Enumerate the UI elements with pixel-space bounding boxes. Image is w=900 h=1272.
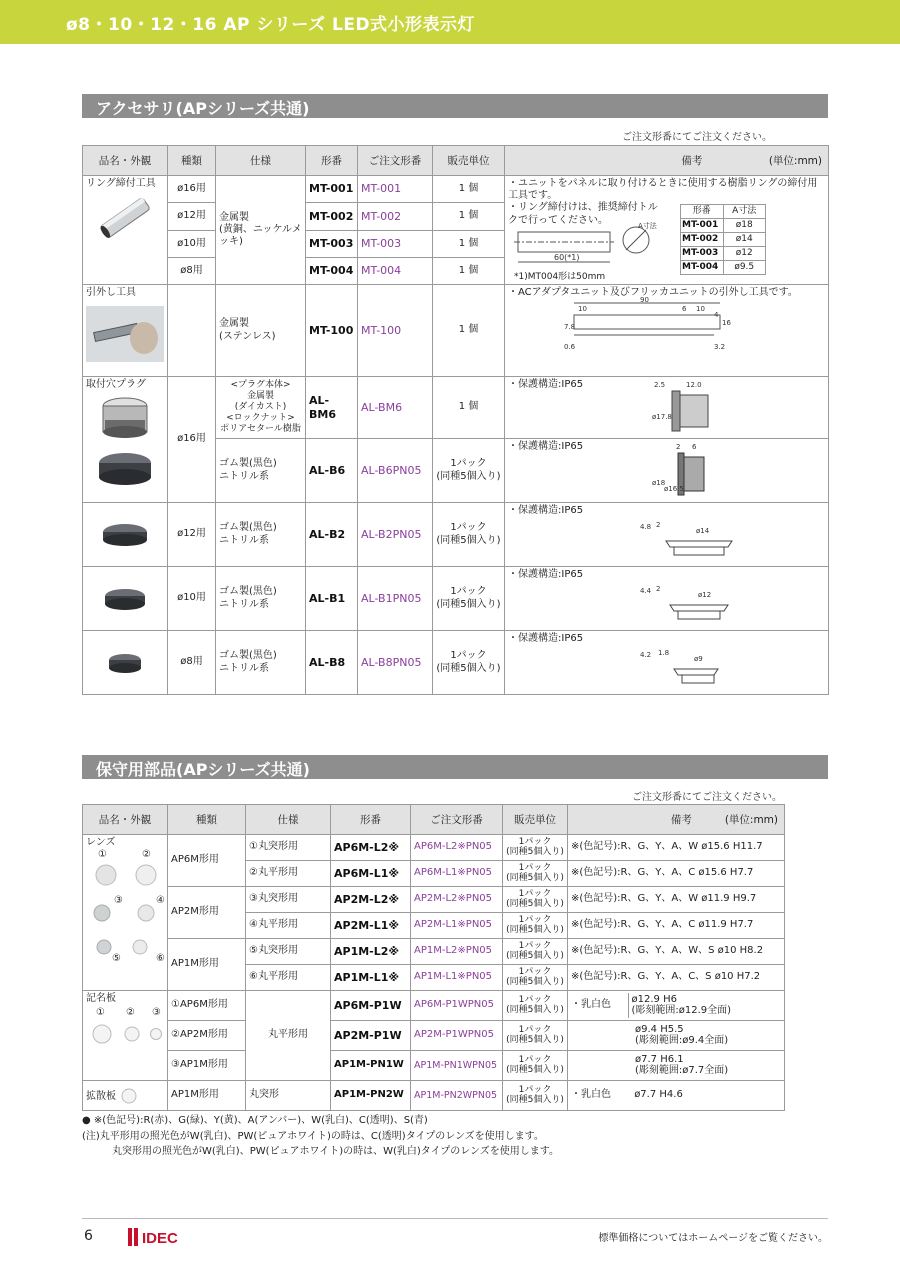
svg-text:4.2: 4.2 <box>640 651 652 659</box>
table-row: リング締付工具 ø16用 金属製 (黄銅、ニッケルメッキ) MT-001 MT-001 1 個 ・ユニットをパネルに取り付けるときに使用する樹脂リングの締付用工具です。 ・リング締付けは、推奨締付トルクで行ってください。 60(*1) A寸法 *1)MT004形は50mm 形番 A寸法 MT-001 ø18 MT-002 ø14 MT-003 ø12 MT-004 ø9.5 <box>83 176 829 203</box>
rubber-plug-image <box>106 650 144 676</box>
order-code: AL-B2PN05 <box>358 503 433 567</box>
svg-text:2: 2 <box>656 521 661 529</box>
svg-text:6: 6 <box>692 443 697 451</box>
svg-text:12.0: 12.0 <box>686 381 702 389</box>
ring-tool-drawing <box>514 222 657 274</box>
svg-text:0.6: 0.6 <box>564 343 576 352</box>
order-code: AP6M-P1WPN05 <box>411 991 503 1021</box>
table-row: ø8用 MT-004 MT-004 1 個 <box>83 257 829 284</box>
order-code: AL-B1PN05 <box>358 567 433 631</box>
order-code: AP1M-PN2WPN05 <box>411 1081 503 1111</box>
plug-b8-remarks: ・保護構造:IP65 4.2 1.8 ø9 <box>505 631 829 695</box>
table-row: 記名板 ① ② ③ ①AP6M形用 丸平形用 AP6M-P1W AP6M-P1WPN05 1パック (同種5個入り) ・乳白色 ø12.9 H6 (彫刻範囲:ø12.9全面) <box>83 991 785 1021</box>
svg-text:16: 16 <box>722 319 731 328</box>
plug-b6-drawing <box>648 441 728 499</box>
order-code: AP1M-L2※PN05 <box>411 939 503 965</box>
order-code: MT-100 <box>358 285 433 377</box>
table-row: ø10用 ゴム製(黒色) ニトリル系 AL-B1 AL-B1PN05 1パック (同種5個入り) ・保護構造:IP65 4.4 2 ø12 <box>83 567 829 631</box>
order-note: ご注文形番にてご注文ください。 <box>632 792 782 803</box>
ring-spec: 金属製 (黄銅、ニッケルメッキ) <box>216 176 306 285</box>
table-header-row <box>83 146 829 176</box>
puller-tool-image <box>86 302 164 364</box>
plug-bm6-remarks: ・保護構造:IP65 2.5 12.0 ø17.8 <box>505 377 829 439</box>
svg-text:6: 6 <box>682 305 687 314</box>
section-maintenance-title: 保守用部品(APシリーズ共通) <box>96 760 310 779</box>
plug-bm6-drawing <box>648 379 728 435</box>
svg-text:90: 90 <box>640 296 649 305</box>
order-code: AP2M-L1※PN05 <box>411 913 503 939</box>
table-row: レンズ ① ② ③ ④ ⑤ ⑥ AP6M形用 ①丸突形用 AP6M-L2※ AP6M-L2※PN05 1パック (同種5個入り) ※(色記号):R、G、Y、A、W ø15.6 H11.7 <box>83 835 785 861</box>
rubber-plug-image <box>102 585 148 613</box>
svg-text:ø16.5: ø16.5 <box>664 485 684 493</box>
col-header: 種類 <box>168 146 216 176</box>
svg-text:A寸法: A寸法 <box>638 222 657 230</box>
table-row: 引外し工具 金属製 (ステンレス) MT-100 MT-100 1 個 ・ACアダプタユニット及びフリッカユニットの引外し工具です。 90 10 6 10 7.8 16 4 0.6 3.2 <box>83 285 829 377</box>
table-row: ④丸平形用 AP2M-L1※ AP2M-L1※PN05 1パック (同種5個入り) ※(色記号):R、G、Y、A、C ø11.9 H7.7 <box>83 913 785 939</box>
svg-text:IDEC: IDEC <box>142 1230 178 1247</box>
table-row: ②AP2M形用 AP2M-P1W AP2M-P1WPN05 1パック (同種5個入り) ø9.4 H5.5 (彫刻範囲:ø9.4全面) <box>83 1021 785 1051</box>
svg-text:60(*1): 60(*1) <box>554 253 580 262</box>
ring-remarks: ・ユニットをパネルに取り付けるときに使用する樹脂リングの締付用工具です。 ・リング締付けは、推奨締付トルクで行ってください。 60(*1) A寸法 *1)MT004形は50mm 形番 A寸法 MT-001 ø18 MT-002 ø14 MT-003 ø12 MT-004 ø9.5 <box>505 176 829 285</box>
order-code: MT-001 <box>358 176 433 203</box>
svg-text:ø17.8: ø17.8 <box>652 413 672 421</box>
svg-text:2: 2 <box>656 585 661 593</box>
accessories-table <box>82 145 829 695</box>
plug-b2-remarks: ・保護構造:IP65 4.8 2 ø14 <box>505 503 829 567</box>
col-header: ご注文形番 <box>358 146 433 176</box>
nameplate-image: ① ② ③ <box>86 1005 164 1045</box>
col-header: 販売単位 <box>433 146 505 176</box>
ring-dim-subtable: 形番 A寸法 MT-001 ø18 MT-002 ø14 MT-003 ø12 MT-004 ø9.5 <box>680 204 766 275</box>
svg-text:ø9: ø9 <box>694 655 703 663</box>
rubber-plug-image <box>100 520 150 550</box>
svg-text:2.5: 2.5 <box>654 381 666 389</box>
col-header: 仕様 <box>246 805 331 835</box>
plug-b2-drawing <box>636 509 746 559</box>
col-header: 品名・外観 <box>83 805 168 835</box>
item-plug-b8 <box>83 631 168 695</box>
order-code: MT-004 <box>358 257 433 284</box>
col-header: 形番 <box>331 805 411 835</box>
table-row: AP2M形用 ③丸突形用 AP2M-L2※ AP2M-L2※PN05 1パック (同種5個入り) ※(色記号):R、G、Y、A、W ø11.9 H9.7 <box>83 887 785 913</box>
table-row: 取付穴プラグ ø16用 <プラグ本体> 金属製 (ダイカスト) <ロックナット> ポリアセタール樹脂 AL-BM6 AL-BM6 1 個 ・保護構造:IP65 2.5 12.0 ø17.8 <box>83 377 829 439</box>
item-diffuser: 拡散板 <box>83 1081 168 1111</box>
svg-text:4: 4 <box>714 311 719 320</box>
col-header: 形番 <box>306 146 358 176</box>
item-nameplate: 記名板 ① ② ③ <box>83 991 168 1081</box>
page-title: ø8・10・12・16 AP シリーズ LED式小形表示灯 <box>66 15 476 35</box>
order-code: MT-002 <box>358 203 433 230</box>
order-code: AL-B8PN05 <box>358 631 433 695</box>
plug-b1-remarks: ・保護構造:IP65 4.4 2 ø12 <box>505 567 829 631</box>
table-row: ø12用 MT-002 MT-002 1 個 <box>83 203 829 230</box>
svg-text:4.4: 4.4 <box>640 587 652 595</box>
svg-text:4.8: 4.8 <box>640 523 652 531</box>
table-row: 拡散板 AP1M形用 丸突形 AP1M-PN2W AP1M-PN2WPN05 1パック (同種5個入り) ・乳白色 ø7.7 H4.6 <box>83 1081 785 1111</box>
table-row: AP1M形用 ⑤丸突形用 AP1M-L2※ AP1M-L2※PN05 1パック (同種5個入り) ※(色記号):R、G、Y、A、W、S ø10 H8.2 <box>83 939 785 965</box>
col-header: 販売単位 <box>503 805 568 835</box>
svg-text:3.2: 3.2 <box>714 343 726 352</box>
table-row: ②丸平形用 AP6M-L1※ AP6M-L1※PN05 1パック (同種5個入り) ※(色記号):R、G、Y、A、C ø15.6 H7.7 <box>83 861 785 887</box>
order-code: AP6M-L2※PN05 <box>411 835 503 861</box>
plug-bm6-spec: <プラグ本体> 金属製 (ダイカスト) <ロックナット> ポリアセタール樹脂 <box>216 377 306 439</box>
svg-text:10: 10 <box>696 305 705 314</box>
puller-remarks: ・ACアダプタユニット及びフリッカユニットの引外し工具です。 90 10 6 10 7.8 16 4 0.6 3.2 <box>505 285 829 377</box>
item-puller-tool: 引外し工具 <box>83 285 168 377</box>
order-code: AP2M-P1WPN05 <box>411 1021 503 1051</box>
svg-text:2: 2 <box>676 443 681 451</box>
item-plug-b1 <box>83 567 168 631</box>
puller-spec: 金属製 (ステンレス) <box>216 285 306 377</box>
plug-b8-drawing <box>636 637 746 687</box>
col-header: 品名・外観 <box>83 146 168 176</box>
diffuser-image <box>119 1087 139 1105</box>
svg-text:1.8: 1.8 <box>658 649 670 657</box>
footnotes: ● ※(色記号):R(赤)、G(緑)、Y(黄)、A(アンバー)、W(乳白)、C(透明)、S(青) (注)丸平形用の照光色がW(乳白)、PW(ピュアホワイト)の時は、C(透明)タイプのレンズを使用します。 丸突形用の照光色がW(乳白)、PW(ピュアホワイト)の時は、W(乳白)タイプのレンズを使用します。 <box>82 1115 559 1157</box>
section-maintenance-bar <box>82 755 828 779</box>
col-header-remarks: 備考 (単位:mm) <box>505 146 829 176</box>
col-header-remarks: 備考 (単位:mm) <box>568 805 785 835</box>
table-row: ø12用 ゴム製(黒色) ニトリル系 AL-B2 AL-B2PN05 1パック (同種5個入り) ・保護構造:IP65 4.8 2 ø14 <box>83 503 829 567</box>
item-plug-b2 <box>83 503 168 567</box>
section-accessories-bar <box>82 94 828 118</box>
footer-note: 標準価格についてはホームページをご覧ください。 <box>598 1233 828 1244</box>
order-code: AP1M-PN1WPN05 <box>411 1051 503 1081</box>
rubber-plug-image <box>95 447 155 489</box>
order-code: AL-BM6 <box>358 377 433 439</box>
col-header: 種類 <box>168 805 246 835</box>
table-row: ø8用 ゴム製(黒色) ニトリル系 AL-B8 AL-B8PN05 1パック (同種5個入り) ・保護構造:IP65 4.2 1.8 ø9 <box>83 631 829 695</box>
ring-tool-image <box>95 193 155 243</box>
svg-text:7.8: 7.8 <box>564 323 576 332</box>
table-row: ③AP1M形用 AP1M-PN1W AP1M-PN1WPN05 1パック (同種5個入り) ø7.7 H6.1 (彫刻範囲:ø7.7全面) <box>83 1051 785 1081</box>
order-code: MT-003 <box>358 230 433 257</box>
order-code: AP6M-L1※PN05 <box>411 861 503 887</box>
order-code: AL-B6PN05 <box>358 439 433 503</box>
header-banner <box>0 0 900 44</box>
footer-divider <box>82 1218 828 1219</box>
item-plug: 取付穴プラグ <box>83 377 168 503</box>
svg-text:ø14: ø14 <box>696 527 710 535</box>
table-header-row <box>83 805 785 835</box>
plug-b1-drawing <box>636 573 746 623</box>
item-ring-tool: リング締付工具 <box>83 176 168 285</box>
order-note: ご注文形番にてご注文ください。 <box>622 132 772 143</box>
svg-text:10: 10 <box>578 305 587 314</box>
metal-plug-image <box>95 394 155 444</box>
table-row: ⑥丸平形用 AP1M-L1※ AP1M-L1※PN05 1パック (同種5個入り) ※(色記号):R、G、Y、A、C、S ø10 H7.2 <box>83 965 785 991</box>
plug-b6-remarks: ・保護構造:IP65 2 6 ø18 ø16.5 <box>505 439 829 503</box>
table-row: ゴム製(黒色) ニトリル系 AL-B6 AL-B6PN05 1パック (同種5個入り) ・保護構造:IP65 2 6 ø18 ø16.5 <box>83 439 829 503</box>
maintenance-table <box>82 804 785 1111</box>
lens-image: ① ② ③ ④ ⑤ ⑥ <box>86 849 164 969</box>
order-code: AP1M-L1※PN05 <box>411 965 503 991</box>
item-lens: レンズ ① ② ③ ④ ⑤ ⑥ <box>83 835 168 991</box>
idec-logo <box>128 1226 192 1248</box>
col-header: ご注文形番 <box>411 805 503 835</box>
svg-text:ø12: ø12 <box>698 591 712 599</box>
svg-text:ø18: ø18 <box>652 479 666 487</box>
order-code: AP2M-L2※PN05 <box>411 887 503 913</box>
page-number: 6 <box>84 1228 93 1244</box>
col-header: 仕様 <box>216 146 306 176</box>
table-row: ø10用 MT-003 MT-003 1 個 <box>83 230 829 257</box>
section-accessories-title: アクセサリ(APシリーズ共通) <box>96 99 310 118</box>
